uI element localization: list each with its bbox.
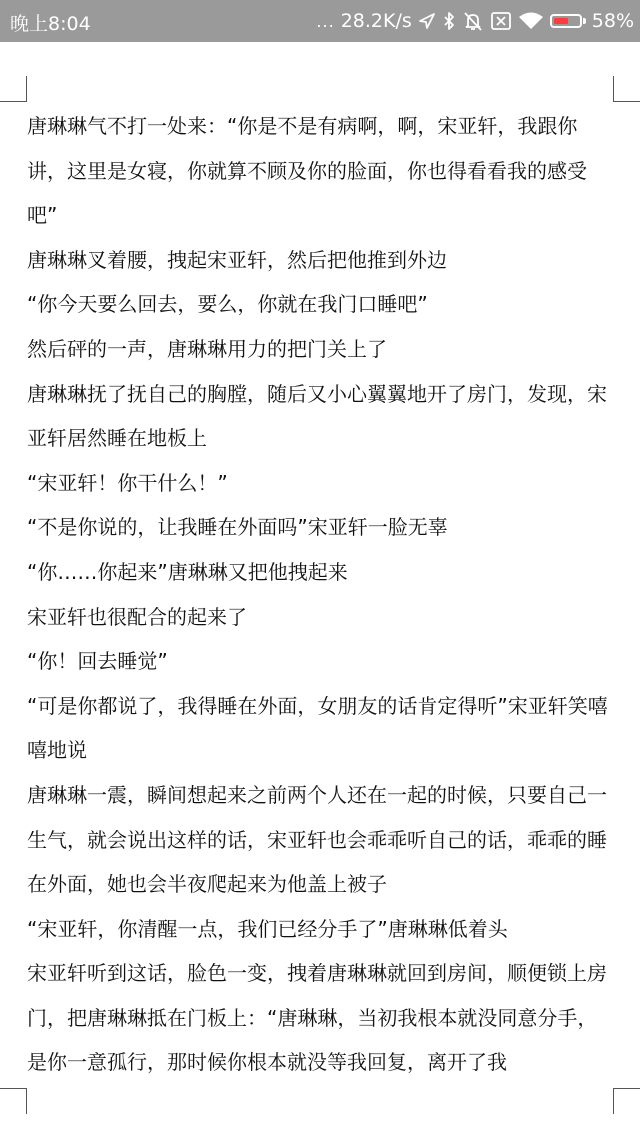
page-corner-mark-bottom-left bbox=[0, 1088, 27, 1114]
document-paragraph: 宋亚轩也很配合的起来了 bbox=[27, 604, 247, 629]
silent-bell-icon bbox=[462, 11, 484, 31]
battery-percent: 58% bbox=[591, 10, 634, 32]
status-icons bbox=[316, 0, 634, 42]
document-paragraph: “可是你都说了，我得睡在外面，女朋友的话肯定得听”宋亚轩笑嘻嘻地说 bbox=[27, 693, 608, 763]
page-corner-mark-top-left bbox=[0, 76, 27, 102]
document-paragraph: 唐琳琳一震，瞬间想起来之前两个人还在一起的时候，只要自己一生气，就会说出这样的话，宋亚轩也会乖乖听自己的话，乖乖的睡在外面，她也会半夜爬起来为他盖上被子 bbox=[27, 782, 607, 897]
signal-dots-icon: ... bbox=[316, 11, 335, 31]
document-paragraph: 唐琳琳抚了抚自己的胸膛，随后又小心翼翼地开了房门，发现，宋亚轩居然睡在地板上 bbox=[27, 381, 607, 451]
document-paragraph: 宋亚轩听到这话，脸色一变，拽着唐琳琳就回到房间，顺便锁上房门，把唐琳琳抵在门板上：“唐琳琳，当初我根本就没同意分手，是你一意孤行，那时候你根本就没等我回复，离开了我 bbox=[27, 961, 607, 1075]
status-time: 晚上8:04 bbox=[10, 13, 91, 35]
location-arrow-icon bbox=[418, 12, 436, 30]
network-speed: 28.2K/s bbox=[340, 10, 412, 32]
document-paragraph: “宋亚轩！你干什么！” bbox=[27, 470, 228, 495]
document-paragraph: “你今天要么回去，要么，你就在我门口睡吧” bbox=[27, 292, 428, 317]
bluetooth-icon bbox=[442, 11, 456, 31]
wifi-icon bbox=[518, 11, 544, 31]
document-paragraph: “你！回去睡觉” bbox=[27, 649, 168, 674]
page-corner-mark-bottom-right bbox=[613, 1088, 640, 1114]
sim-x-icon bbox=[490, 11, 512, 31]
document-body bbox=[27, 104, 611, 1085]
battery-icon bbox=[550, 14, 586, 28]
page-corner-mark-top-right bbox=[613, 76, 640, 102]
document-paragraph: 唐琳琳叉着腰，拽起宋亚轩，然后把他推到外边 bbox=[27, 247, 447, 272]
document-paragraph: 唐琳琳气不打一处来：“你是不是有病啊，啊，宋亚轩，我跟你讲，这里是女寝，你就算不顾及你的脸面，你也得看看我的感受吧” bbox=[27, 114, 587, 228]
document-paragraph: 然后砰的一声，唐琳琳用力的把门关上了 bbox=[27, 336, 387, 361]
status-bar bbox=[0, 0, 640, 42]
document-paragraph: “不是你说的，让我睡在外面吗”宋亚轩一脸无辜 bbox=[27, 515, 448, 540]
document-paragraph: “你……你起来”唐琳琳又把他拽起来 bbox=[27, 559, 348, 584]
battery-fill bbox=[554, 18, 568, 24]
document-paragraph: “宋亚轩，你清醒一点，我们已经分手了”唐琳琳低着头 bbox=[27, 916, 508, 941]
